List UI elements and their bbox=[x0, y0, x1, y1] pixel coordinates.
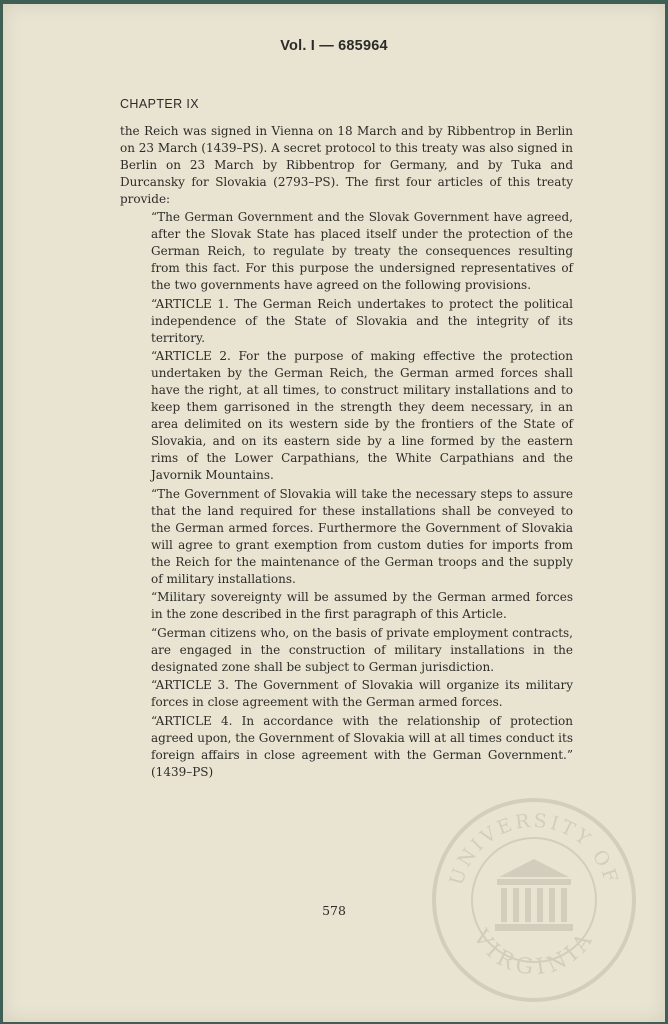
quote-paragraph: “The Government of Slovakia will take the necessary steps to assure that the land required for these installations shall be conveyed to the German armed forces. Furthermore the Government of Slovakia will agree to grant exemption from custom duties for imports from the Reich for the maintenance of the German troops and the supply of military installations. bbox=[151, 486, 573, 586]
page-header: Vol. I — 685964 bbox=[280, 38, 388, 54]
quote-paragraph: “ARTICLE 2. For the purpose of making effective the protection undertaken by the German Reich, the German armed forces shall have the right, at all times, to construct military installations and to keep them garrisoned in the strength they deem necessary, in an area delimited on its western side by the frontiers of the State of Slovakia, and on its eastern side by a line formed by the eastern rims of the Lower Carpathians, the White Carpathians and the Javornik Mountains. bbox=[151, 349, 573, 482]
rotunda-icon bbox=[495, 859, 573, 931]
quote-paragraph: “Military sovereignty will be assumed by the German armed forces in the zone described in the first paragraph of this Article. bbox=[151, 590, 573, 621]
svg-text:UNIVERSITY OF: UNIVERSITY OF bbox=[445, 809, 623, 888]
quote-paragraph: “ARTICLE 1. The German Reich undertakes to protect the political independence of the State of Slovakia and the integrity of its territory. bbox=[151, 296, 573, 345]
page-number: 578 bbox=[322, 903, 346, 918]
quote-paragraph: “ARTICLE 4. In accordance with the relationship of protection agreed upon, the Government of Slovakia will at all times conduct its foreign affairs in close agreement with the German Government.” (1439–PS) bbox=[151, 713, 573, 779]
quote-paragraph: “German citizens who, on the basis of private employment contracts, are engaged in the construction of military installations in the designated zone shall be subject to German jurisdiction. bbox=[151, 625, 573, 674]
treaty-quote bbox=[120, 209, 573, 781]
library-seal-stamp bbox=[431, 797, 637, 1003]
chapter-heading: CHAPTER IX bbox=[120, 97, 200, 111]
quote-paragraph: “The German Government and the Slovak Government have agreed, after the Slovak State has placed itself under the protection of the German Reich, to regulate by treaty the consequences resulting from this fact. For this purpose the undersigned representatives of the two governments have agreed on the following provisions. bbox=[151, 210, 573, 292]
quote-paragraph: “ARTICLE 3. The Government of Slovakia will organize its military forces in close agreement with the German armed forces. bbox=[151, 678, 573, 709]
svg-text:VIRGINIA: VIRGINIA bbox=[467, 925, 601, 981]
intro-paragraph: the Reich was signed in Vienna on 18 March and by Ribbentrop in Berlin on 23 March (1439–PS). A secret protocol to this treaty was also signed in Berlin on 23 March by Ribbentrop for Germany, and by Tuka and Durcansky for Slovakia (2793–PS). The first four articles of this treaty provide: bbox=[120, 124, 573, 206]
document-page bbox=[3, 4, 665, 1022]
body-text bbox=[120, 123, 573, 782]
